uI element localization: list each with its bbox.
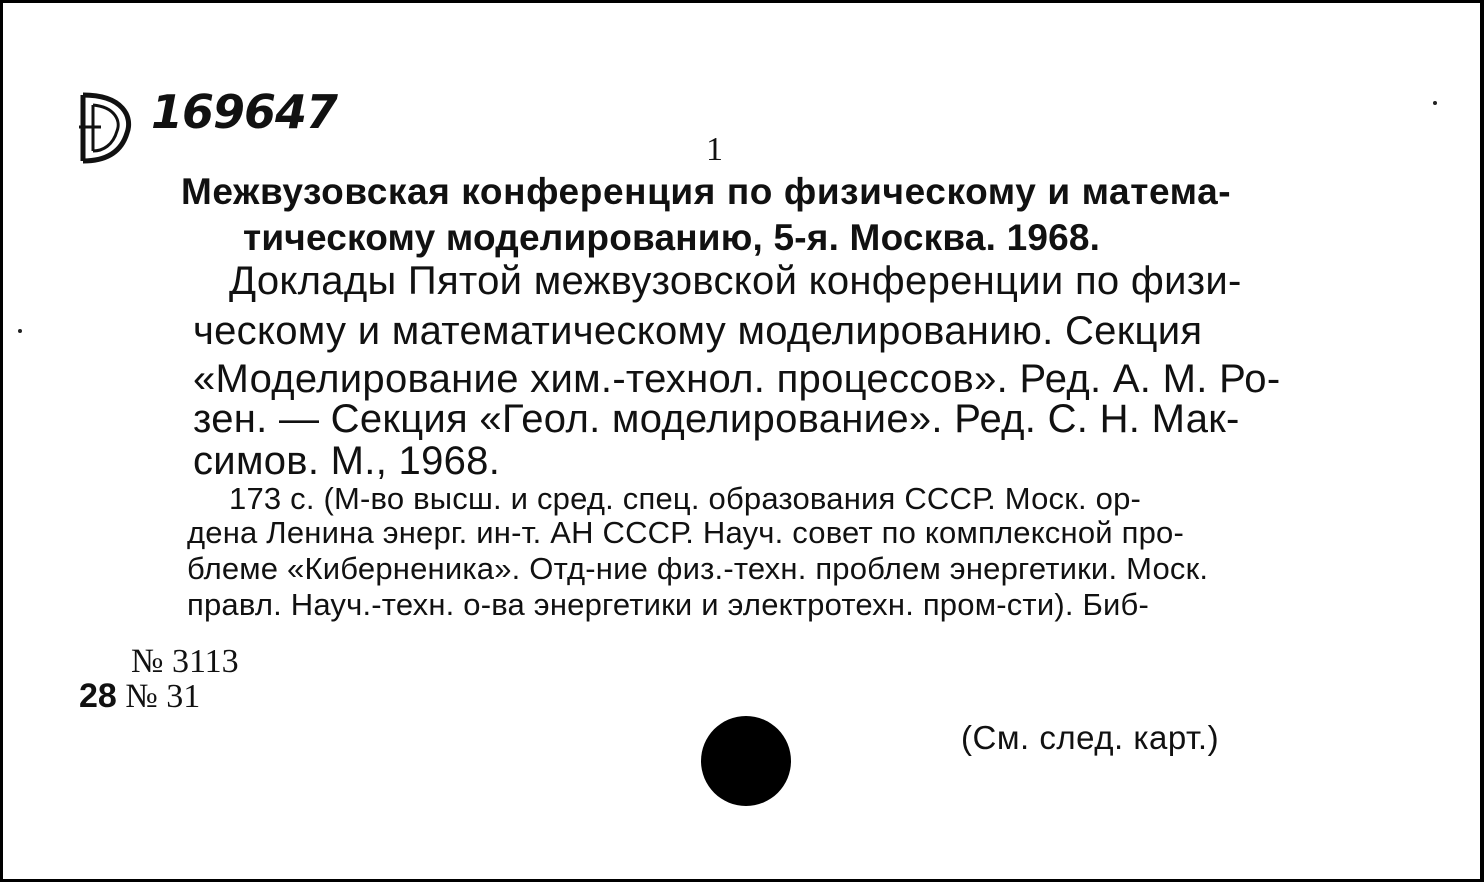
- heading-line-2: тическому моделированию, 5-я. Москва. 1968.: [243, 217, 1101, 258]
- heading-line-1: Межвузовская конференция по физическому и матема-: [181, 171, 1232, 212]
- body-line-4: зен. — Секция «Геол. моделирование». Ред. С. Н. Мак-: [193, 397, 1240, 441]
- body-line-3: «Моделирование хим.-технол. процессов». Ред. А. М. Ро-: [193, 357, 1281, 401]
- body-line-1: Доклады Пятой межвузовской конференции по физи-: [229, 259, 1242, 303]
- see-next-card-note: (См. след. карт.): [961, 719, 1220, 756]
- shelf-number: № 3113: [131, 643, 239, 680]
- scan-speck: [18, 329, 22, 333]
- details-line-1: 173 с. (М-во высш. и сред. спец. образования СССР. Моск. ор-: [229, 481, 1142, 516]
- body-line-2: ческому и математическому моделированию. Секция: [193, 309, 1203, 353]
- body-line-5: симов. М., 1968.: [193, 439, 501, 483]
- details-line-4: правл. Науч.-техн. о-ва энергетики и электротехн. пром-сти). Биб-: [187, 587, 1150, 622]
- punch-hole: [701, 716, 791, 806]
- registry-prefix: 28: [79, 677, 117, 715]
- details-line-3: блеме «Киберненика». Отд-ние физ.-техн. проблем энергетики. Моск.: [187, 551, 1209, 586]
- scan-speck: [1433, 101, 1437, 105]
- handwritten-number: 169647: [151, 85, 338, 139]
- registry-number: [79, 677, 200, 716]
- details-line-2: дена Ленина энерг. ин-т. АН СССР. Науч. совет по комплексной про-: [187, 515, 1184, 550]
- card-number: 1: [706, 131, 723, 168]
- handwritten-d-mark: [75, 87, 135, 167]
- registry-number-value: № 31: [125, 678, 201, 715]
